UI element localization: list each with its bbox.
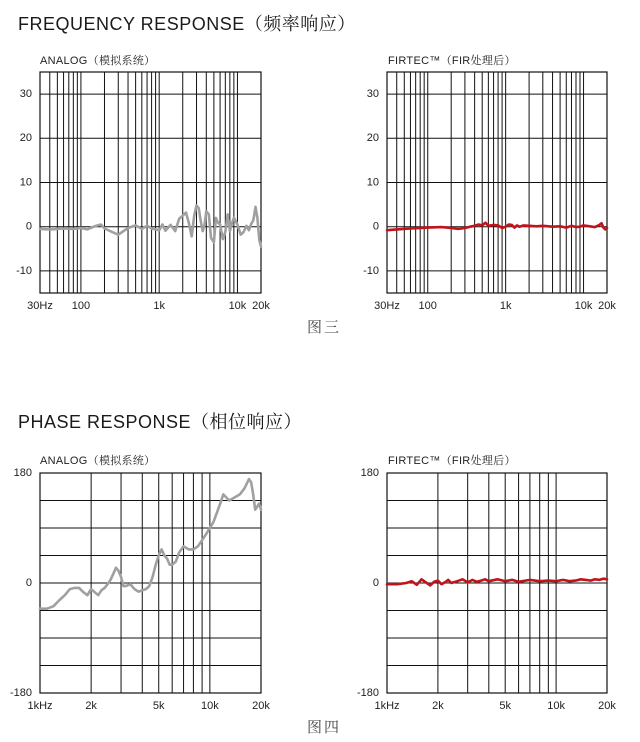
figure-3-caption: 图三 (307, 319, 342, 336)
phase-firtec-ytick-label: -180 (356, 686, 379, 699)
freq-analog-xtick-label: 20k (252, 300, 270, 312)
phase-analog-ytick-label: -180 (9, 686, 32, 699)
frequency-response-title: FREQUENCY RESPONSE（频率响应） (18, 14, 356, 34)
freq-firtec-xtick-label: 30Hz (374, 300, 400, 312)
freq-analog-xtick-label: 100 (71, 300, 91, 312)
phase-analog-xtick-label: 2k (85, 700, 97, 712)
phase-firtec-ytick-label: 180 (360, 466, 379, 479)
phase-analog-ytick-label: 180 (13, 466, 32, 479)
phase-firtec-series-line (387, 579, 607, 586)
freq-analog-ytick-label: 10 (19, 176, 32, 189)
phase-firtec-xtick-label: 2k (432, 700, 444, 712)
figure-4-caption: 图四 (307, 719, 342, 736)
phase-firtec-xtick-label: 10k (547, 700, 565, 712)
freq-firtec-xtick-label: 10k (574, 300, 593, 312)
freq-analog-ytick-label: 30 (19, 88, 32, 101)
phase-firtec-xtick-label: 20k (598, 700, 616, 712)
freq-firtec-ytick-label: -10 (363, 264, 379, 277)
freq-firtec-xtick-label: 1k (499, 300, 512, 312)
freq-analog-label: ANALOG（模拟系统） (40, 55, 156, 67)
phase-analog-series-line (40, 479, 261, 609)
freq-firtec-ytick-label: 0 (372, 220, 379, 233)
phase-firtec-label: FIRTEC™（FIR处理后） (388, 455, 516, 467)
freq-firtec-xtick-label: 100 (418, 300, 437, 312)
freq-analog-ytick-label: 0 (25, 220, 32, 233)
phase-analog-ytick-label: 0 (25, 576, 32, 589)
freq-firtec-xtick-label: 20k (598, 300, 616, 312)
freq-analog-xtick-label: 30Hz (27, 300, 53, 312)
freq-firtec-ytick-label: 20 (366, 132, 379, 145)
freq-analog-ytick-label: 20 (19, 132, 32, 145)
phase-firtec-ytick-label: 0 (372, 576, 379, 589)
phase-analog-xtick-label: 20k (252, 700, 270, 712)
freq-firtec-label: FIRTEC™（FIR处理后） (388, 55, 516, 67)
phase-firtec-xtick-label: 1kHz (374, 700, 400, 712)
phase-response-title: PHASE RESPONSE（相位响应） (18, 412, 303, 432)
freq-analog-xtick-label: 1k (153, 300, 165, 312)
freq-analog-ytick-label: -10 (16, 264, 32, 277)
phase-firtec-xtick-label: 5k (499, 700, 512, 712)
phase-analog-label: ANALOG（模拟系统） (40, 455, 156, 467)
phase-analog-xtick-label: 5k (152, 700, 165, 712)
freq-firtec-ytick-label: 30 (366, 88, 379, 101)
phase-analog-xtick-label: 1kHz (27, 700, 53, 712)
freq-firtec-ytick-label: 10 (366, 176, 379, 189)
freq-analog-xtick-label: 10k (228, 300, 247, 312)
phase-analog-xtick-label: 10k (200, 700, 219, 712)
